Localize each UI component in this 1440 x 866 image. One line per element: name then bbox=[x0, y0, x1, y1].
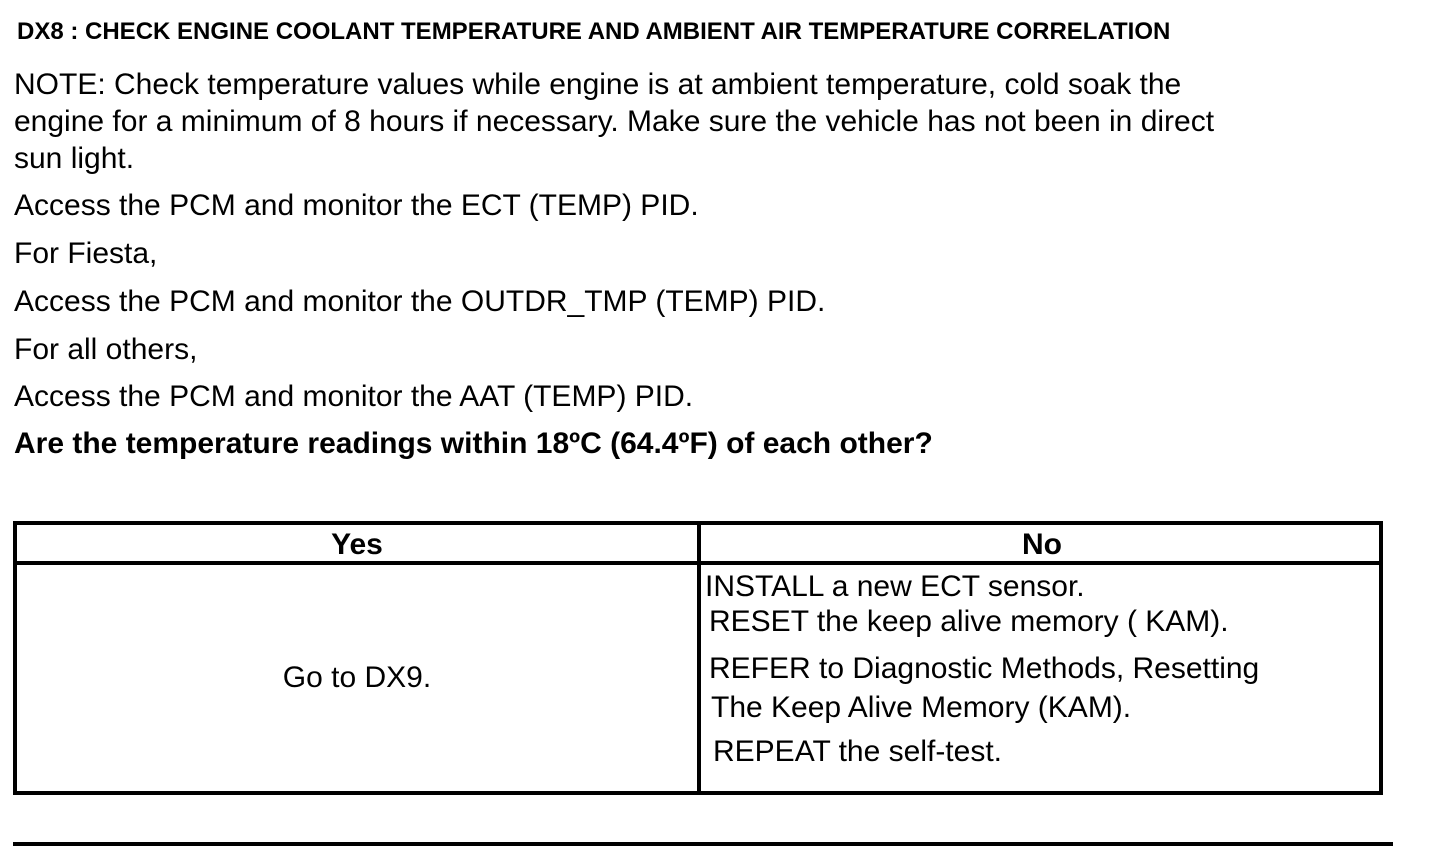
instruction-ect: Access the PCM and monitor the ECT (TEMP) PID. bbox=[14, 189, 699, 222]
instruction-outdr: Access the PCM and monitor the OUTDR_TMP (TEMP) PID. bbox=[14, 285, 826, 318]
column-divider bbox=[697, 525, 701, 791]
instruction-fiesta: For Fiesta, bbox=[14, 237, 158, 270]
note-line: engine for a minimum of 8 hours if necessary. Make sure the vehicle has not been in direct bbox=[14, 105, 1215, 138]
no-action-line: REPEAT the self-test. bbox=[713, 735, 1002, 768]
step-title: DX8 : CHECK ENGINE COOLANT TEMPERATURE AND AMBIENT AIR TEMPERATURE CORRELATION bbox=[17, 18, 1171, 45]
yes-header: Yes bbox=[331, 528, 383, 561]
no-action-line: REFER to Diagnostic Methods, Resetting bbox=[709, 652, 1260, 685]
bottom-rule bbox=[13, 842, 1393, 846]
note-paragraph bbox=[14, 66, 1214, 177]
decision-table bbox=[13, 521, 1383, 795]
no-action-line: INSTALL a new ECT sensor. bbox=[705, 570, 1085, 603]
note-line: NOTE: Check temperature values while engine is at ambient temperature, cold soak the bbox=[14, 68, 1182, 101]
question: Are the temperature readings within 18ºC (64.4ºF) of each other? bbox=[14, 427, 933, 460]
no-action-line: RESET the keep alive memory ( KAM). bbox=[709, 605, 1229, 638]
note-line: sun light. bbox=[14, 142, 135, 175]
yes-cell bbox=[17, 565, 697, 791]
yes-action: Go to DX9. bbox=[282, 661, 432, 694]
no-header: No bbox=[1022, 528, 1062, 561]
instruction-others: For all others, bbox=[14, 333, 198, 366]
instruction-aat: Access the PCM and monitor the AAT (TEMP) PID. bbox=[14, 380, 694, 413]
no-action-line: The Keep Alive Memory (KAM). bbox=[711, 691, 1132, 724]
